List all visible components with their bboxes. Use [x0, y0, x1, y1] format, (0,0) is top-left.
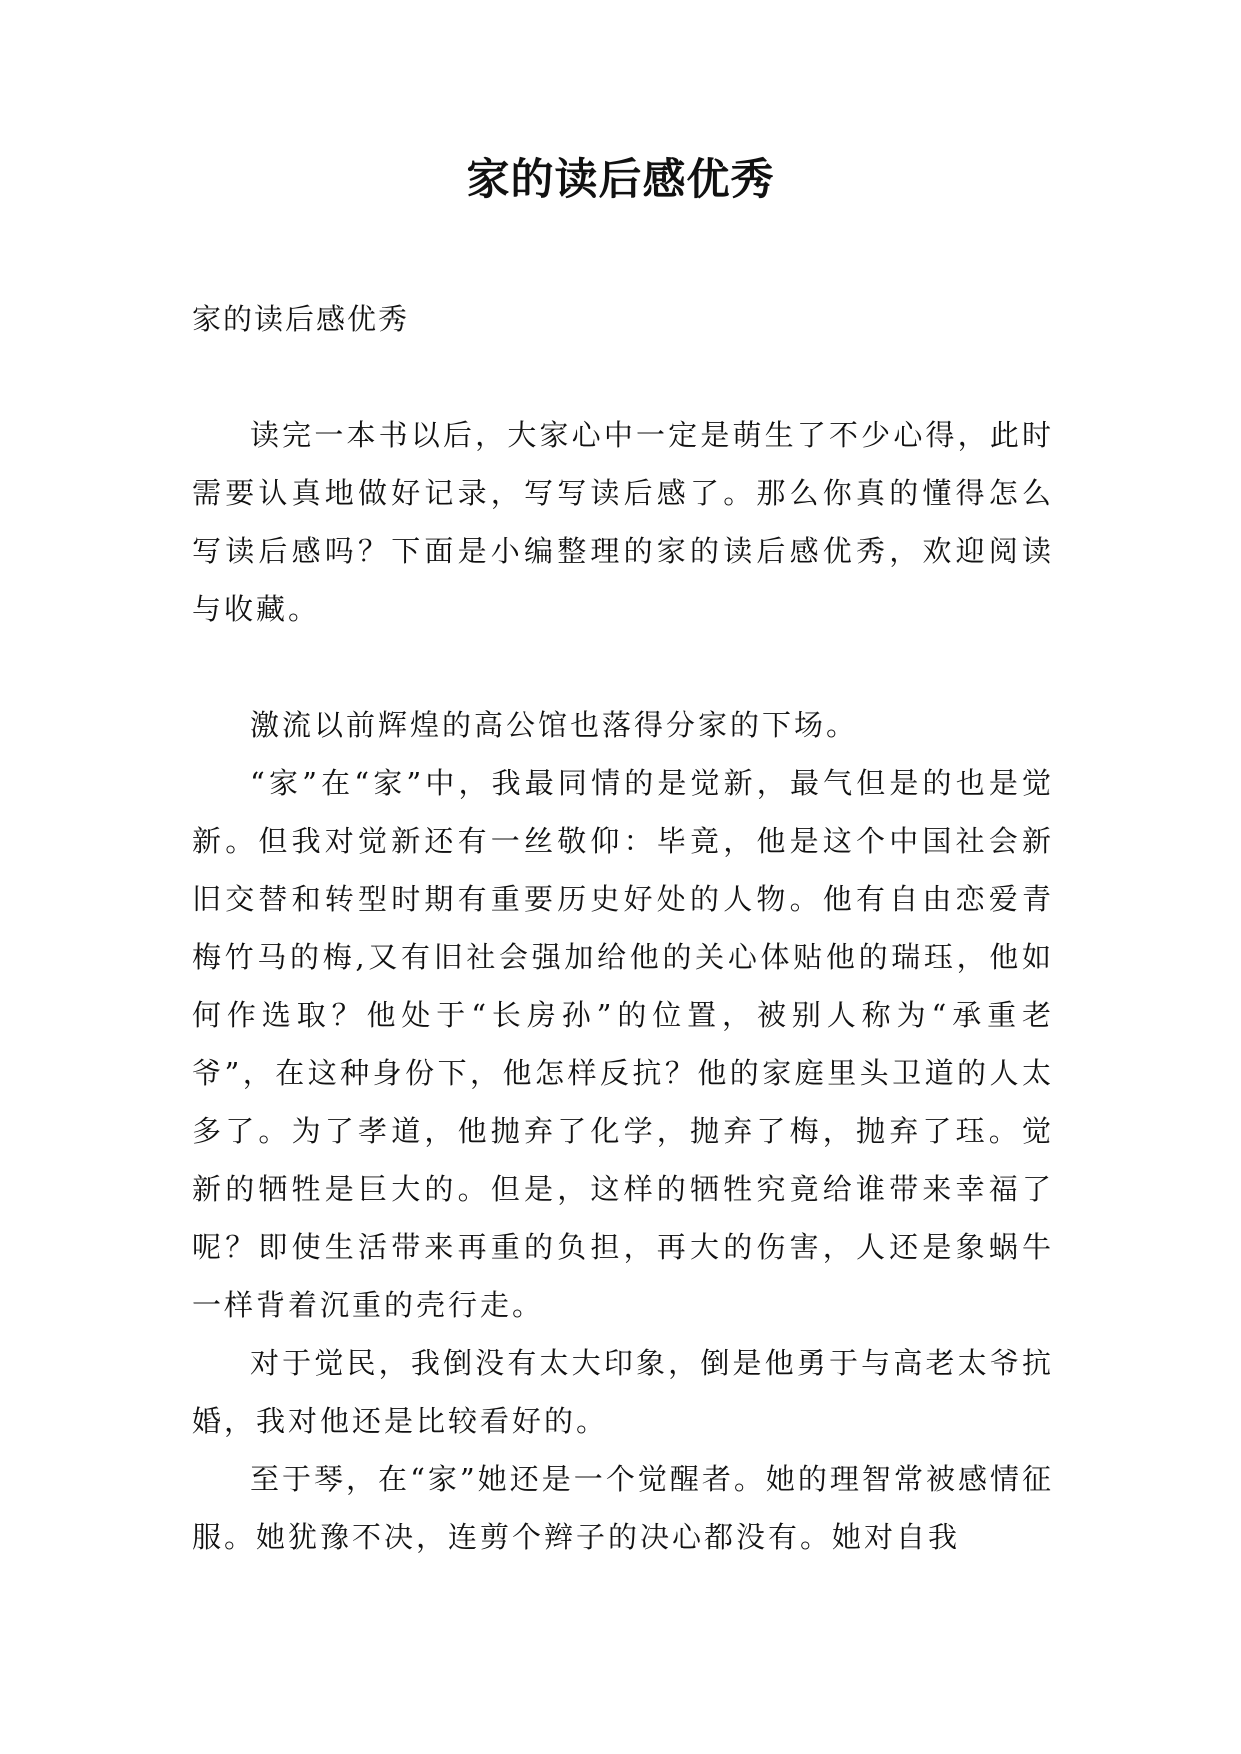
intro-section — [192, 406, 1054, 638]
body-paragraph: “家”在“家”中，我最同情的是觉新，最气但是的也是觉新。但我对觉新还有一丝敬仰：毕竟，他是这个中国社会新旧交替和转型时期有重要历史好处的人物。他有自由恋爱青梅竹马的梅,又有旧社会强加给他的关心体贴他的瑞珏，他如何作选取？他处于“长房孙”的位置，被别人称为“承重老爷”，在这种身份下，他怎样反抗？他的家庭里头卫道的人太多了。为了孝道，他抛弃了化学，抛弃了梅，抛弃了珏。觉新的牺牲是巨大的。但是，这样的牺牲究竟给谁带来幸福了呢？即使生活带来再重的负担，再大的伤害，人还是象蜗牛一样背着沉重的壳行走。 — [192, 766, 1054, 1322]
body-paragraph: 至于琴，在“家”她还是一个觉醒者。她的理智常被感情征服。她犹豫不决，连剪个辫子的决心都没有。她对自我 — [192, 1462, 1054, 1554]
body-paragraph: 对于觉民，我倒没有太大印象，倒是他勇于与高老太爷抗婚，我对他还是比较看好的。 — [192, 1346, 1054, 1438]
intro-paragraph: 读完一本书以后，大家心中一定是萌生了不少心得，此时需要认真地做好记录，写写读后感了。那么你真的懂得怎么写读后感吗？下面是小编整理的家的读后感优秀，欢迎阅读与收藏。 — [192, 418, 1054, 626]
document-subtitle: 家的读后感优秀 — [192, 302, 410, 336]
body-paragraph: 激流以前辉煌的高公馆也落得分家的下场。 — [250, 708, 859, 742]
document-title: 家的读后感优秀 — [466, 155, 775, 205]
main-section — [192, 696, 1054, 1566]
